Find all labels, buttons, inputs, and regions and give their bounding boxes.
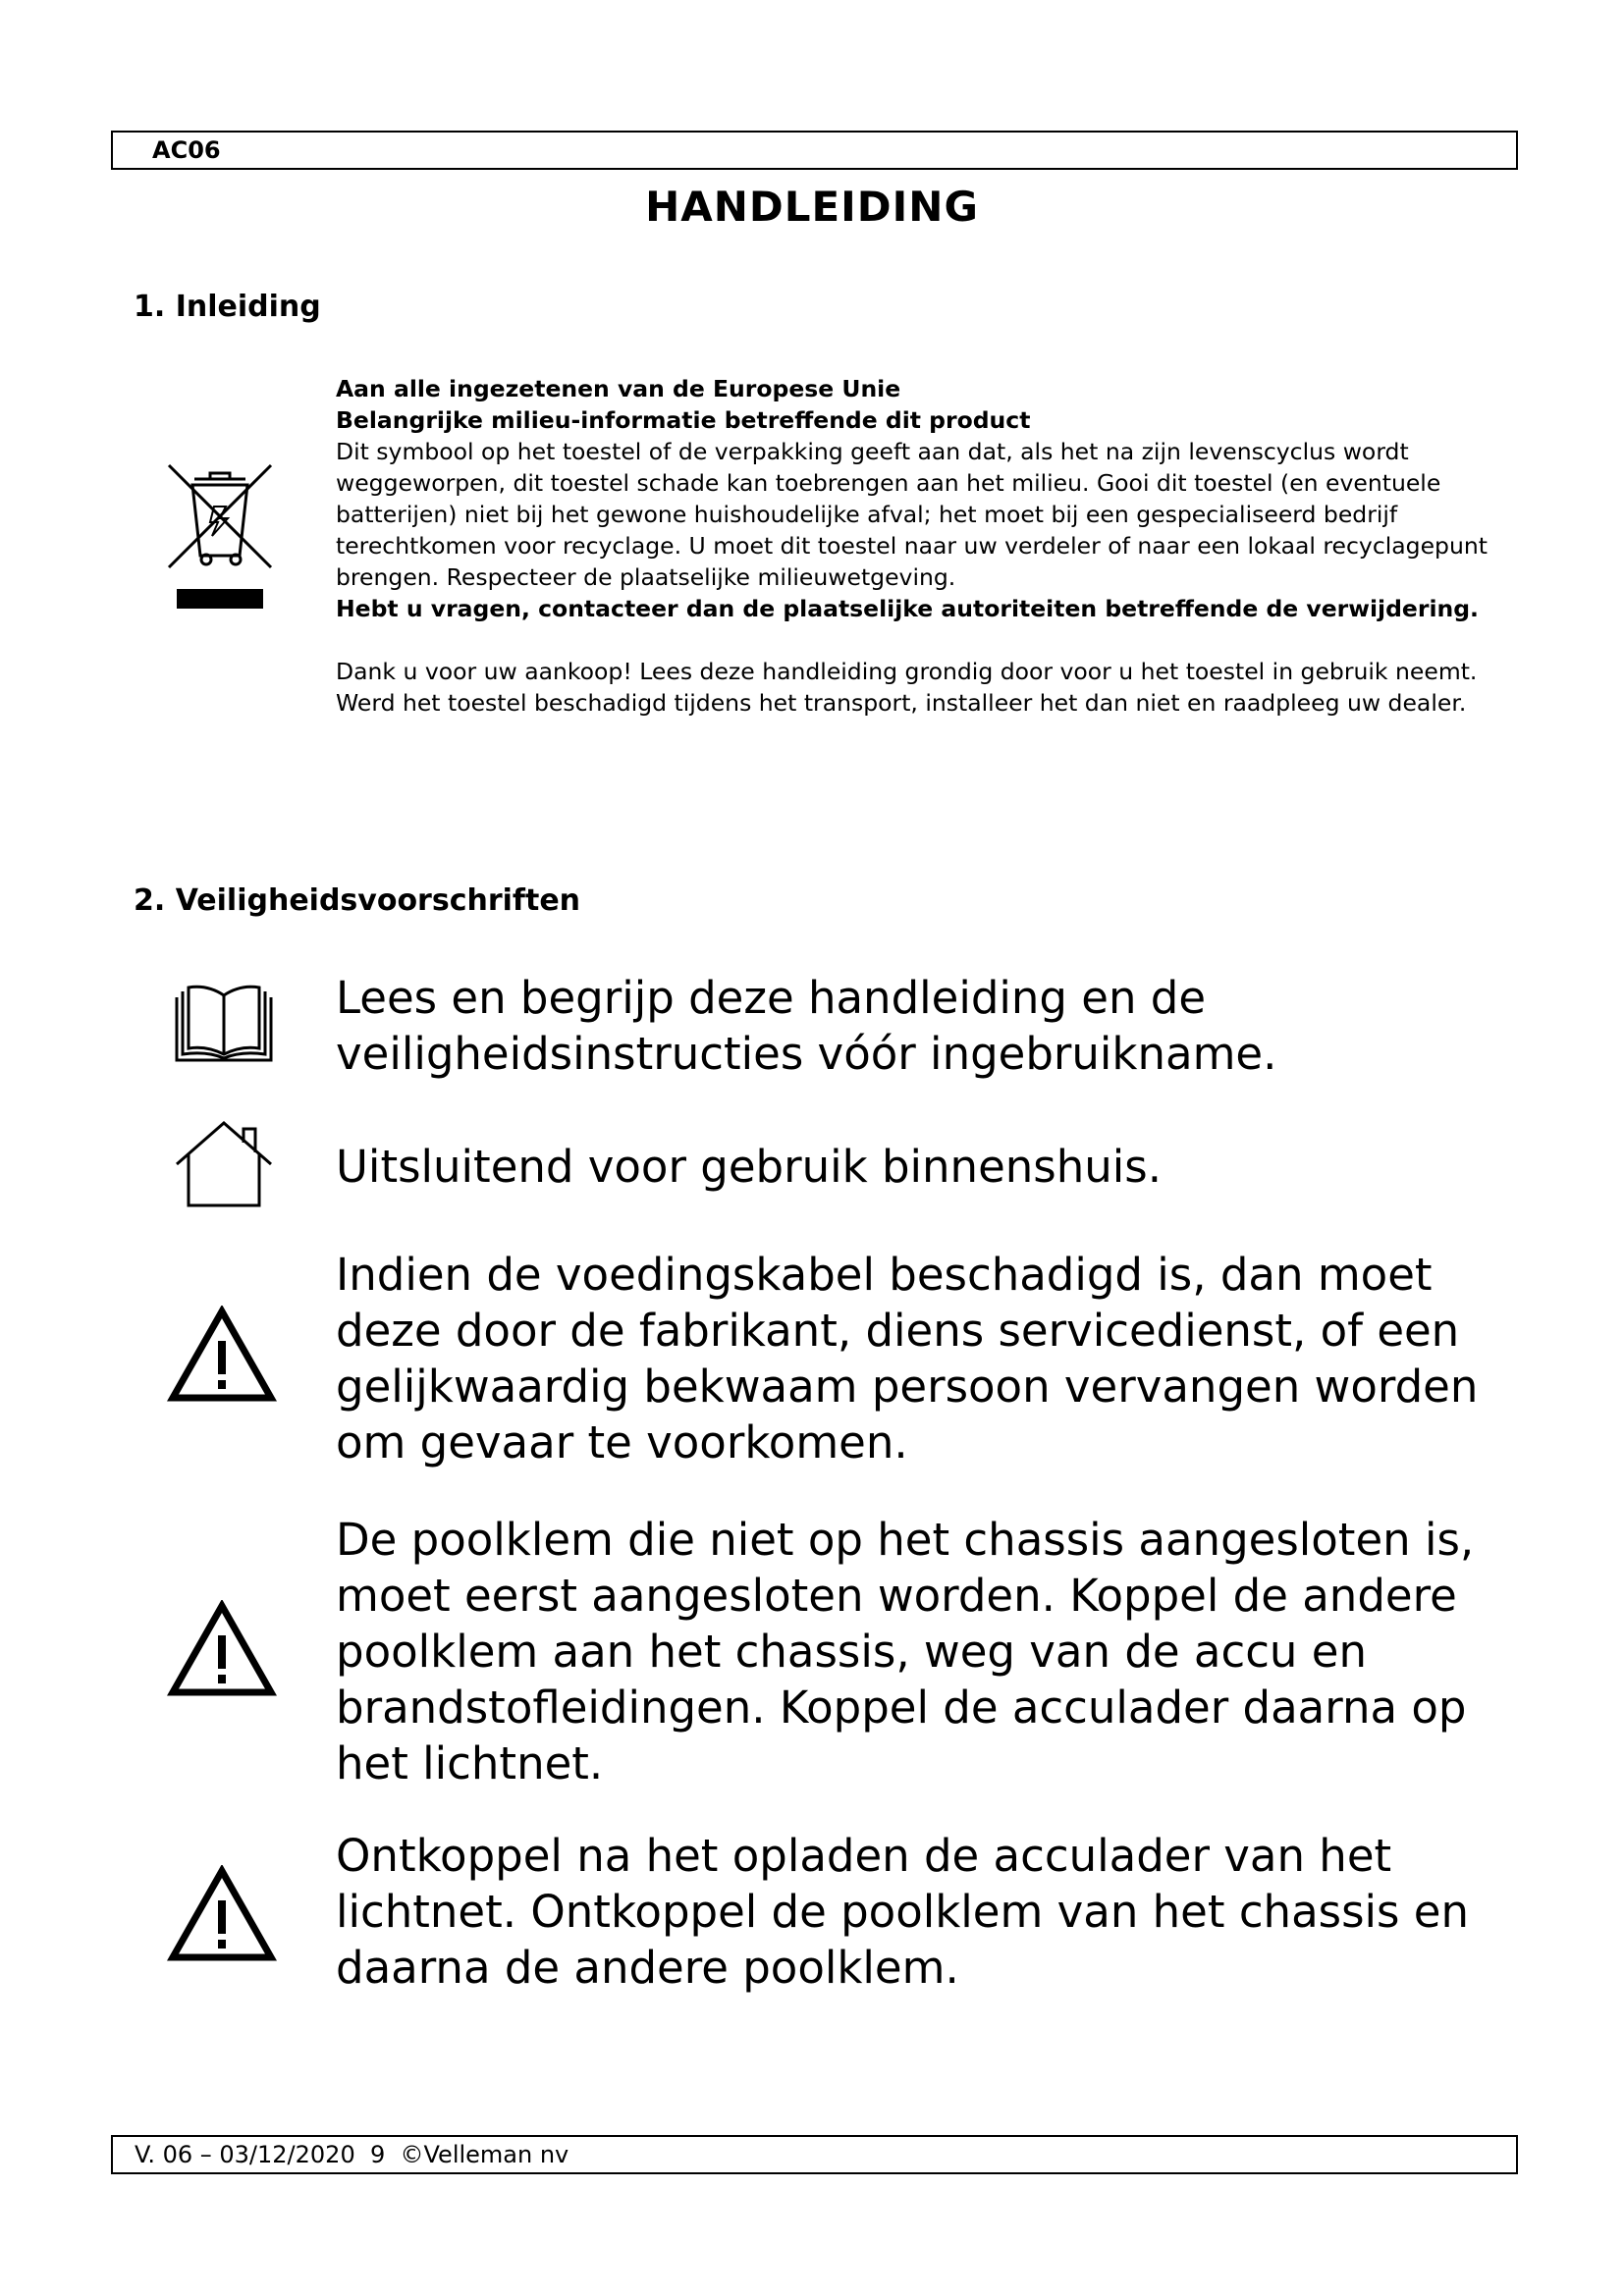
indoor-house-icon — [173, 1119, 275, 1209]
section-title-intro: 1. Inleiding — [134, 290, 321, 324]
safety-rule-5: Ontkoppel na het opladen de acculader van het lichtnet. Ontkoppel de poolklem van het chassis en daarna de andere poolklem. — [336, 1830, 1470, 1994]
section-title-safety: 2. Veiligheidsvoorschriften — [134, 883, 581, 918]
warning-triangle-icon — [167, 1306, 277, 1404]
weee-subheading: Belangrijke milieu-informatie betreffende dit product — [336, 406, 1031, 434]
page-title: HANDLEIDING — [645, 183, 979, 231]
weee-crossed-bin-icon — [165, 457, 275, 614]
weee-heading: Aan alle ingezetenen van de Europese Unie — [336, 375, 901, 402]
manual-book-icon — [173, 984, 275, 1064]
product-code: AC06 — [152, 136, 221, 164]
footer-text: V. 06 – 03/12/2020 9 ©Velleman nv — [135, 2141, 569, 2168]
safety-rule-1: Lees en begrijp deze handleiding en de veiligheidsinstructies vóór ingebruikname. — [336, 972, 1277, 1080]
header-box — [111, 131, 1518, 170]
safety-rule-2: Uitsluitend voor gebruik binnenshuis. — [336, 1141, 1163, 1193]
safety-rule-4: De poolklem die niet op het chassis aangesloten is, moet eerst aangesloten worden. Koppel de andere poolklem aan het chassis, weg van de accu en brandstofleidingen. Koppel de acculader daarna op het lichtnet. — [336, 1514, 1475, 1789]
footer-box — [111, 2135, 1518, 2174]
safety-rule-3: Indien de voedingskabel beschadigd is, dan moet deze door de fabrikant, diens servicedienst, of een gelijkwaardig bekwaam persoon vervangen worden om gevaar te voorkomen. — [336, 1249, 1479, 1468]
weee-contact: Hebt u vragen, contacteer dan de plaatselijke autoriteiten betreffende de verwijdering. — [336, 595, 1479, 622]
thanks-paragraph: Dank u voor uw aankoop! Lees deze handleiding grondig door voor u het toestel in gebruik neemt. Werd het toestel beschadigd tijdens het transport, installeer het dan niet en raadpleeg uw dealer. — [336, 658, 1478, 717]
warning-triangle-icon — [167, 1865, 277, 1963]
intro-text-block — [336, 373, 1494, 719]
weee-body: Dit symbool op het toestel of de verpakking geeft aan dat, als het na zijn levenscyclus wordt weggeworpen, dit toestel schade kan toebrengen aan het milieu. Gooi dit toestel (en eventuele batterijen) niet bij het gewone huishoudelijke afval; het moet bij een gespecialiseerd bedrijf terechtkomen voor recyclage. U moet dit toestel naar uw verdeler of naar een lokaal recyclagepunt brengen. Respecteer de plaatselijke milieuwetgeving. — [336, 438, 1488, 591]
warning-triangle-icon — [167, 1600, 277, 1698]
